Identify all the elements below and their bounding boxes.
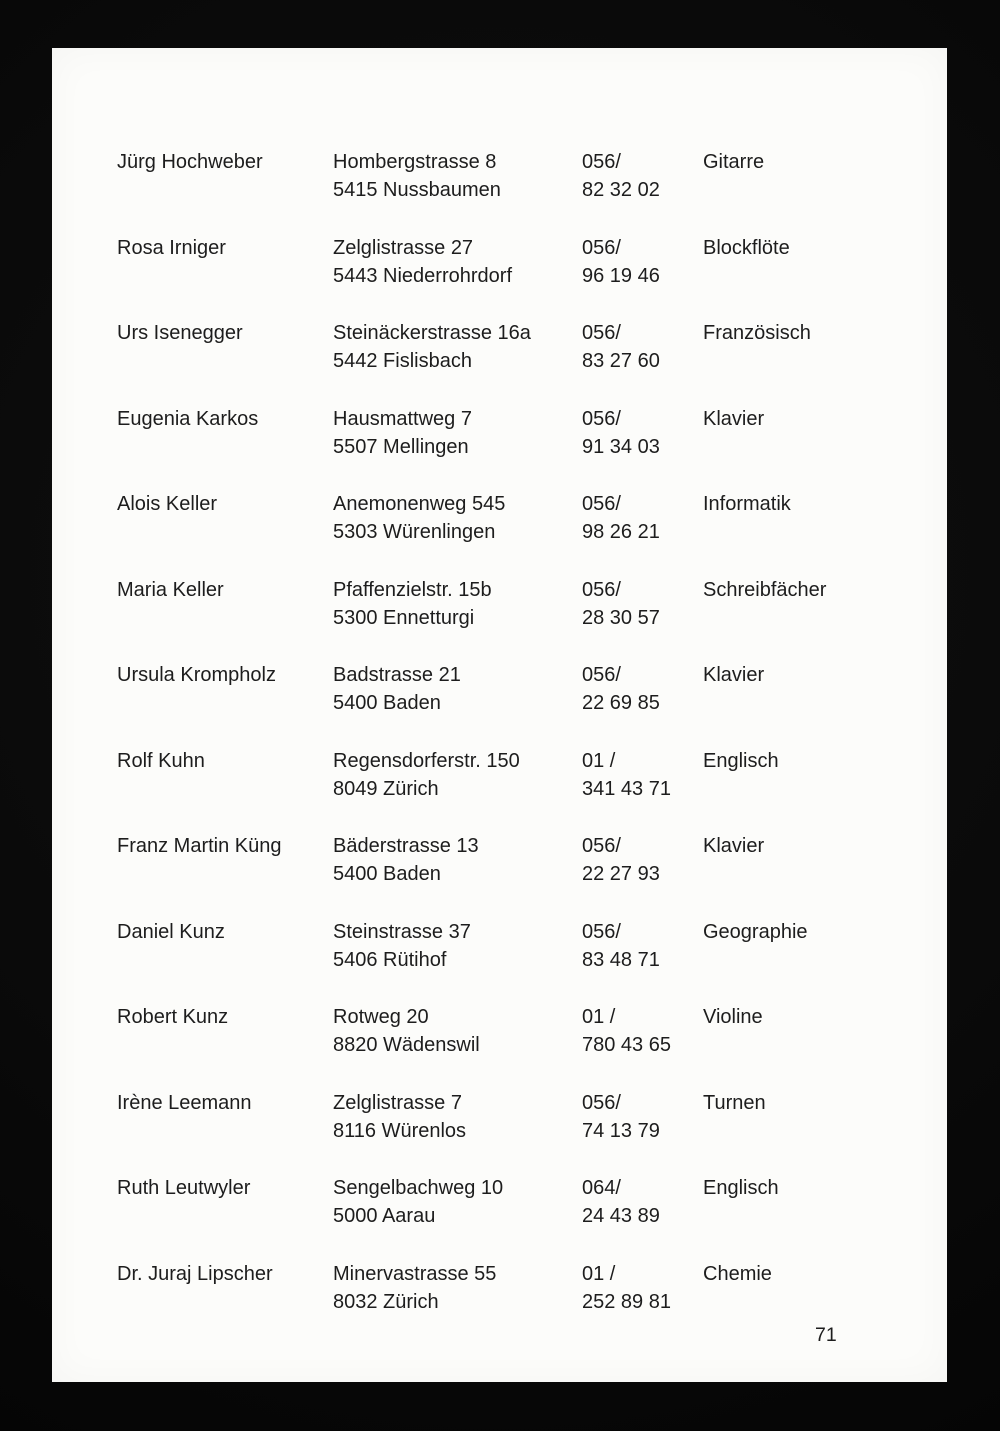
entry-street: Badstrasse 21	[333, 664, 461, 686]
page-number: 71	[815, 1324, 837, 1346]
entry-street: Rotweg 20	[333, 1006, 429, 1028]
directory-entry	[52, 1260, 947, 1346]
entry-phone-prefix: 01 /	[582, 1262, 616, 1285]
entry-phone-number: 22 27 93	[582, 863, 660, 885]
directory-entry	[52, 148, 947, 234]
entry-phone	[582, 832, 660, 888]
entry-address	[333, 1174, 503, 1230]
directory-entry	[52, 1174, 947, 1260]
entry-city: 5303 Würenlingen	[333, 521, 496, 543]
entry-name: Rosa Irniger	[117, 236, 226, 259]
directory-entry	[52, 576, 947, 662]
entry-phone	[582, 1089, 660, 1145]
entry-city: 8049 Zürich	[333, 777, 439, 800]
entry-subject: Chemie	[703, 1262, 772, 1285]
entry-city: 5400 Baden	[333, 863, 441, 885]
entry-street: Pfaffenzielstr. 15b	[333, 578, 492, 601]
entry-name: Rolf Kuhn	[117, 749, 205, 772]
entry-city: 5400 Baden	[333, 692, 441, 714]
entry-name: Maria Keller	[117, 578, 224, 601]
entry-city: 8032 Zürich	[333, 1290, 439, 1313]
entry-phone	[582, 490, 660, 546]
entry-street: Regensdorferstr. 150	[333, 749, 520, 772]
entry-city: 5406 Rütihof	[333, 948, 447, 971]
entry-phone-number: 91 34 03	[582, 435, 660, 458]
entry-address	[333, 319, 531, 375]
entry-name: Franz Martin Küng	[117, 835, 282, 857]
entry-phone	[582, 1174, 660, 1230]
entry-phone	[582, 747, 671, 803]
entry-city: 8820 Wädenswil	[333, 1034, 480, 1056]
entry-phone	[582, 148, 660, 204]
entry-address	[333, 832, 479, 888]
entry-phone	[582, 234, 660, 290]
entry-address	[333, 148, 501, 204]
entry-name: Urs Isenegger	[117, 322, 243, 344]
entry-subject: Französisch	[703, 322, 811, 344]
entry-phone	[582, 1260, 671, 1316]
entry-phone	[582, 405, 660, 461]
entry-address	[333, 234, 512, 290]
entry-street: Steinäckerstrasse 16a	[333, 322, 531, 344]
entry-subject: Geographie	[703, 920, 808, 943]
entry-phone-prefix: 056/	[582, 1091, 621, 1114]
entry-subject: Schreibfächer	[703, 578, 827, 601]
entry-subject: Turnen	[703, 1091, 766, 1114]
entry-phone	[582, 918, 660, 974]
entry-city: 5415 Nussbaumen	[333, 179, 501, 201]
entry-subject: Englisch	[703, 749, 779, 772]
entry-city: 5442 Fislisbach	[333, 350, 472, 372]
entry-subject: Englisch	[703, 1177, 779, 1199]
entry-name: Jürg Hochweber	[117, 151, 263, 173]
entry-address	[333, 1260, 496, 1316]
entry-street: Steinstrasse 37	[333, 920, 471, 943]
entry-phone-prefix: 056/	[582, 578, 621, 601]
entry-phone-number: 83 48 71	[582, 948, 660, 971]
entry-city: 8116 Würenlos	[333, 1119, 467, 1142]
directory-entry	[52, 405, 947, 491]
entry-street: Bäderstrasse 13	[333, 835, 479, 857]
entry-phone-prefix: 056/	[582, 407, 621, 430]
entry-street: Hombergstrasse 8	[333, 151, 497, 173]
entry-phone-number: 28 30 57	[582, 606, 660, 629]
entry-phone-prefix: 056/	[582, 236, 621, 259]
entry-subject: Informatik	[703, 493, 791, 515]
entry-street: Anemonenweg 545	[333, 493, 506, 515]
entry-subject: Violine	[703, 1006, 763, 1028]
directory-entry	[52, 1089, 947, 1175]
entry-name: Ursula Krompholz	[117, 664, 276, 686]
directory-entry	[52, 832, 947, 918]
teacher-directory-list	[52, 148, 947, 1345]
entry-name: Dr. Juraj Lipscher	[117, 1262, 273, 1285]
entry-address	[333, 661, 461, 717]
directory-entry	[52, 918, 947, 1004]
entry-phone-number: 83 27 60	[582, 350, 660, 372]
entry-subject: Klavier	[703, 835, 765, 857]
entry-city: 5300 Ennetturgi	[333, 606, 475, 629]
entry-phone-prefix: 056/	[582, 835, 621, 857]
entry-subject: Klavier	[703, 407, 765, 430]
entry-address	[333, 1089, 466, 1145]
entry-phone-prefix: 056/	[582, 151, 621, 173]
entry-address	[333, 576, 492, 632]
directory-entry	[52, 490, 947, 576]
directory-entry	[52, 661, 947, 747]
entry-city: 5443 Niederrohrdorf	[333, 264, 512, 287]
directory-entry	[52, 1003, 947, 1089]
entry-name: Ruth Leutwyler	[117, 1177, 251, 1199]
entry-name: Robert Kunz	[117, 1006, 229, 1028]
entry-phone-prefix: 01 /	[582, 749, 616, 772]
entry-phone-number: 22 69 85	[582, 692, 660, 714]
entry-address	[333, 747, 520, 803]
entry-street: Sengelbachweg 10	[333, 1177, 504, 1199]
directory-entry	[52, 319, 947, 405]
entry-street: Hausmattweg 7	[333, 407, 472, 430]
entry-phone-number: 780 43 65	[582, 1034, 671, 1056]
entry-name: Eugenia Karkos	[117, 407, 259, 430]
entry-phone	[582, 1003, 671, 1059]
entry-street: Minervastrasse 55	[333, 1262, 497, 1285]
entry-street: Zelglistrasse 7	[333, 1091, 462, 1114]
entry-phone-prefix: 01 /	[582, 1006, 616, 1028]
entry-city: 5507 Mellingen	[333, 435, 469, 458]
entry-phone-number: 74 13 79	[582, 1119, 660, 1142]
entry-city: 5000 Aarau	[333, 1205, 436, 1227]
entry-street: Zelglistrasse 27	[333, 236, 474, 259]
entry-phone-number: 341 43 71	[582, 777, 671, 800]
entry-phone-prefix: 056/	[582, 664, 621, 686]
entry-phone	[582, 576, 660, 632]
entry-phone-prefix: 056/	[582, 493, 621, 515]
entry-name: Alois Keller	[117, 493, 218, 515]
entry-phone	[582, 661, 660, 717]
entry-subject: Klavier	[703, 664, 765, 686]
entry-phone-number: 98 26 21	[582, 521, 660, 543]
entry-subject: Gitarre	[703, 151, 765, 173]
entry-address	[333, 1003, 480, 1059]
entry-address	[333, 918, 471, 974]
entry-phone-prefix: 056/	[582, 920, 621, 943]
entry-phone-number: 96 19 46	[582, 264, 660, 287]
entry-phone-number: 252 89 81	[582, 1290, 671, 1313]
entry-address	[333, 405, 472, 461]
entry-phone	[582, 319, 660, 375]
entry-name: Irène Leemann	[117, 1091, 252, 1114]
entry-subject: Blockflöte	[703, 236, 790, 259]
directory-entry	[52, 234, 947, 320]
entry-phone-number: 82 32 02	[582, 179, 660, 201]
entry-phone-number: 24 43 89	[582, 1205, 660, 1227]
entry-phone-prefix: 056/	[582, 322, 621, 344]
entry-address	[333, 490, 505, 546]
entry-phone-prefix: 064/	[582, 1177, 621, 1199]
document-page	[52, 48, 947, 1382]
entry-name: Daniel Kunz	[117, 920, 225, 943]
directory-entry	[52, 747, 947, 833]
